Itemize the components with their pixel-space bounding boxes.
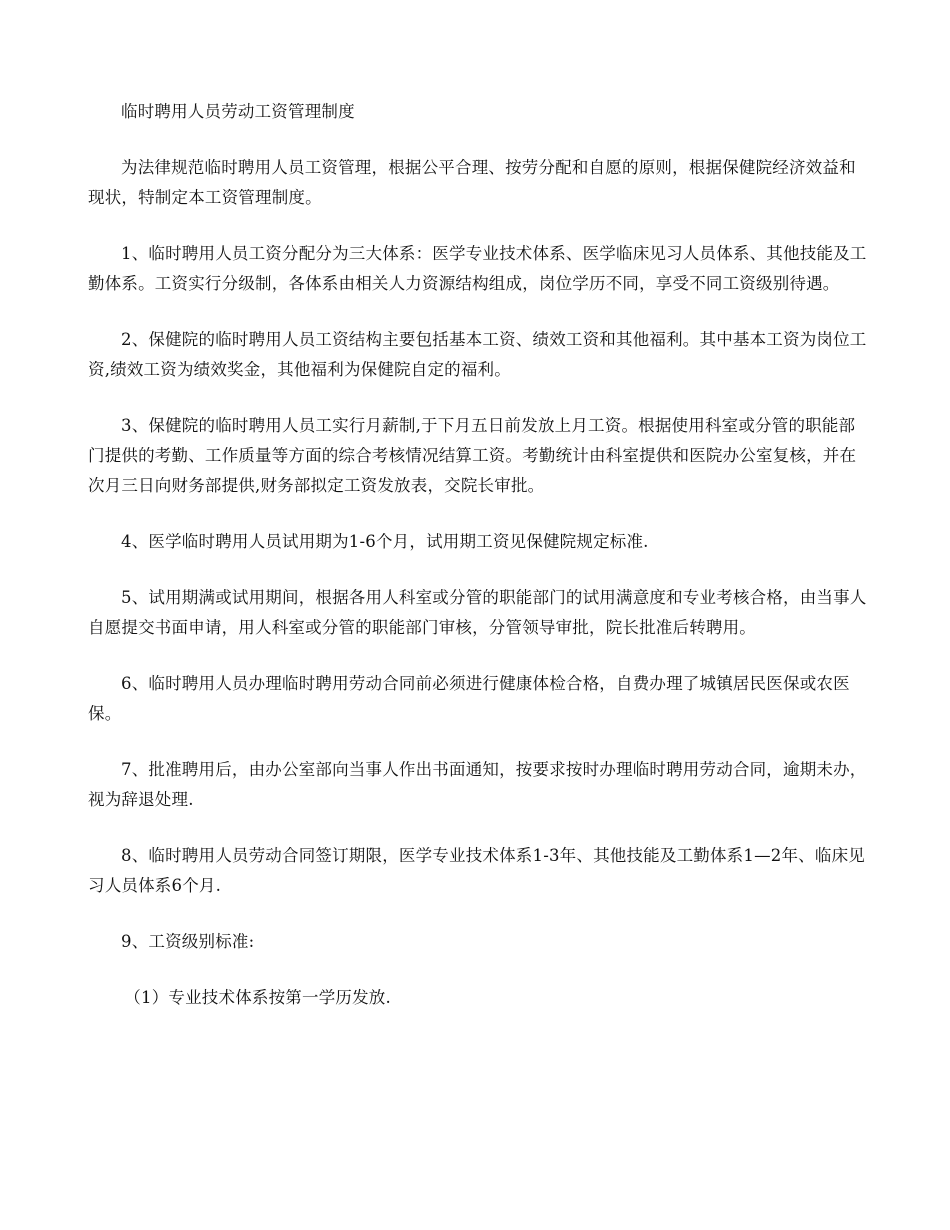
paragraph-intro: 为法律规范临时聘用人员工资管理，根据公平合理、按劳分配和自愿的原则，根据保健院经济效益和现状，特制定本工资管理制度。 — [88, 158, 856, 207]
paragraph-4: 4、医学临时聘用人员试用期为1-6个月，试用期工资见保健院规定标准. — [121, 532, 649, 551]
paragraph-5: 5、试用期满或试用期间，根据各用人科室或分管的职能部门的试用满意度和专业考核合格，由当事人自愿提交书面申请，用人科室或分管的职能部门审核，分管领导审批，院长批准后转聘用。 — [88, 588, 867, 637]
paragraph-1: 1、临时聘用人员工资分配分为三大体系：医学专业技术体系、医学临床见习人员体系、其他技能及工勤体系。工资实行分级制，各体系由相关人力资源结构组成，岗位学历不同，享受不同工资级别待遇。 — [88, 244, 867, 293]
paragraph-8: 8、临时聘用人员劳动合同签订期限，医学专业技术体系1-3年、其他技能及工勤体系1—2年、临床见习人员体系6个月. — [88, 846, 865, 895]
paragraph-7: 7、批准聘用后，由办公室部向当事人作出书面通知，按要求按时办理临时聘用劳动合同，逾期未办，视为辞退处理. — [88, 760, 867, 809]
paragraph-2: 2、保健院的临时聘用人员工资结构主要包括基本工资、绩效工资和其他福利。其中基本工资为岗位工资,绩效工资为绩效奖金，其他福利为保健院自定的福利。 — [88, 330, 867, 379]
paragraph-9-1: （1）专业技术体系按第一学历发放. — [124, 988, 391, 1007]
document-title: 临时聘用人员劳动工资管理制度 — [121, 102, 355, 121]
paragraph-3: 3、保健院的临时聘用人员工实行月薪制,于下月五日前发放上月工资。根据使用科室或分管的职能部门提供的考勤、工作质量等方面的综合考核情况结算工资。考勤统计由科室提供和医院办公室复核，并在次月三日向财务部提供,财务部拟定工资发放表，交院长审批。 — [88, 416, 857, 495]
paragraph-9: 9、工资级别标准: — [121, 932, 255, 951]
paragraph-6: 6、临时聘用人员办理临时聘用劳动合同前必须进行健康体检合格，自费办理了城镇居民医保或农医保。 — [88, 674, 850, 723]
document-page — [88, 97, 868, 1013]
